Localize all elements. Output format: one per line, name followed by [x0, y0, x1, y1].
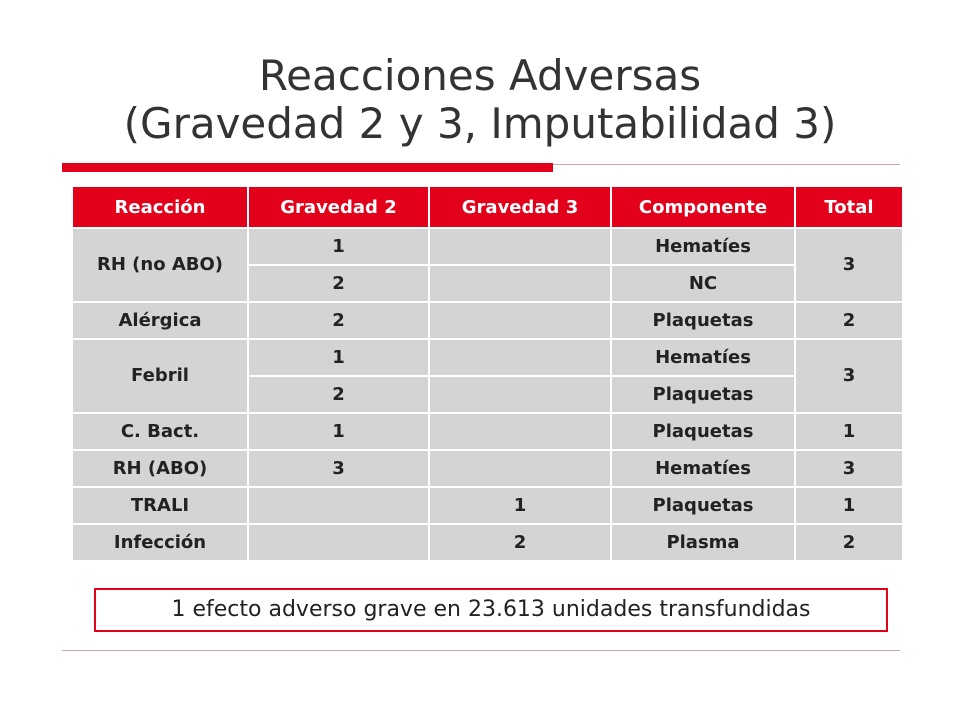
cell-componente: Plaquetas [611, 413, 795, 450]
header-gravedad-2: Gravedad 2 [248, 186, 429, 228]
cell-componente: Plasma [611, 524, 795, 561]
cell-reaccion: RH (no ABO) [72, 228, 248, 302]
table-row [72, 524, 903, 561]
cell-gravedad-2 [248, 487, 429, 524]
slide-title-line2: (Gravedad 2 y 3, Imputabilidad 3) [123, 99, 837, 148]
cell-componente: Hematíes [611, 450, 795, 487]
cell-gravedad-3 [429, 376, 611, 413]
cell-gravedad-3 [429, 228, 611, 265]
cell-reaccion: TRALI [72, 487, 248, 524]
table-row [72, 339, 903, 376]
table-row [72, 302, 903, 339]
cell-reaccion: Febril [72, 339, 248, 413]
table-body [72, 228, 903, 561]
cell-gravedad-3: 2 [429, 524, 611, 561]
header-componente: Componente [611, 186, 795, 228]
cell-reaccion: Alérgica [72, 302, 248, 339]
table-row [72, 450, 903, 487]
cell-gravedad-2: 2 [248, 302, 429, 339]
cell-gravedad-3 [429, 339, 611, 376]
cell-total: 1 [795, 487, 903, 524]
cell-gravedad-3 [429, 450, 611, 487]
adverse-reactions-table [71, 185, 904, 562]
cell-reaccion: RH (ABO) [72, 450, 248, 487]
cell-total: 3 [795, 228, 903, 302]
cell-reaccion: Infección [72, 524, 248, 561]
cell-gravedad-2 [248, 524, 429, 561]
table-row [72, 487, 903, 524]
cell-gravedad-2: 1 [248, 228, 429, 265]
cell-gravedad-2: 3 [248, 450, 429, 487]
cell-componente: NC [611, 265, 795, 302]
cell-total: 1 [795, 413, 903, 450]
table-row [72, 413, 903, 450]
cell-gravedad-3: 1 [429, 487, 611, 524]
summary-note: 1 efecto adverso grave en 23.613 unidades transfundidas [94, 588, 888, 632]
cell-gravedad-2: 2 [248, 265, 429, 302]
cell-componente: Plaquetas [611, 487, 795, 524]
accent-bar [62, 163, 553, 172]
cell-total: 3 [795, 450, 903, 487]
cell-gravedad-3 [429, 265, 611, 302]
table-row [72, 228, 903, 265]
table-header-row [72, 186, 903, 228]
header-total: Total [795, 186, 903, 228]
cell-gravedad-2: 2 [248, 376, 429, 413]
cell-gravedad-2: 1 [248, 339, 429, 376]
cell-gravedad-3 [429, 302, 611, 339]
header-reaccion: Reacción [72, 186, 248, 228]
cell-total: 2 [795, 302, 903, 339]
cell-componente: Plaquetas [611, 376, 795, 413]
cell-gravedad-3 [429, 413, 611, 450]
header-gravedad-3: Gravedad 3 [429, 186, 611, 228]
cell-componente: Hematíes [611, 339, 795, 376]
cell-componente: Plaquetas [611, 302, 795, 339]
cell-componente: Hematíes [611, 228, 795, 265]
divider-bottom [62, 650, 900, 651]
cell-reaccion: C. Bact. [72, 413, 248, 450]
slide-title-line1: Reacciones Adversas [258, 51, 702, 100]
cell-gravedad-2: 1 [248, 413, 429, 450]
cell-total: 2 [795, 524, 903, 561]
cell-total: 3 [795, 339, 903, 413]
slide-title [0, 52, 960, 148]
